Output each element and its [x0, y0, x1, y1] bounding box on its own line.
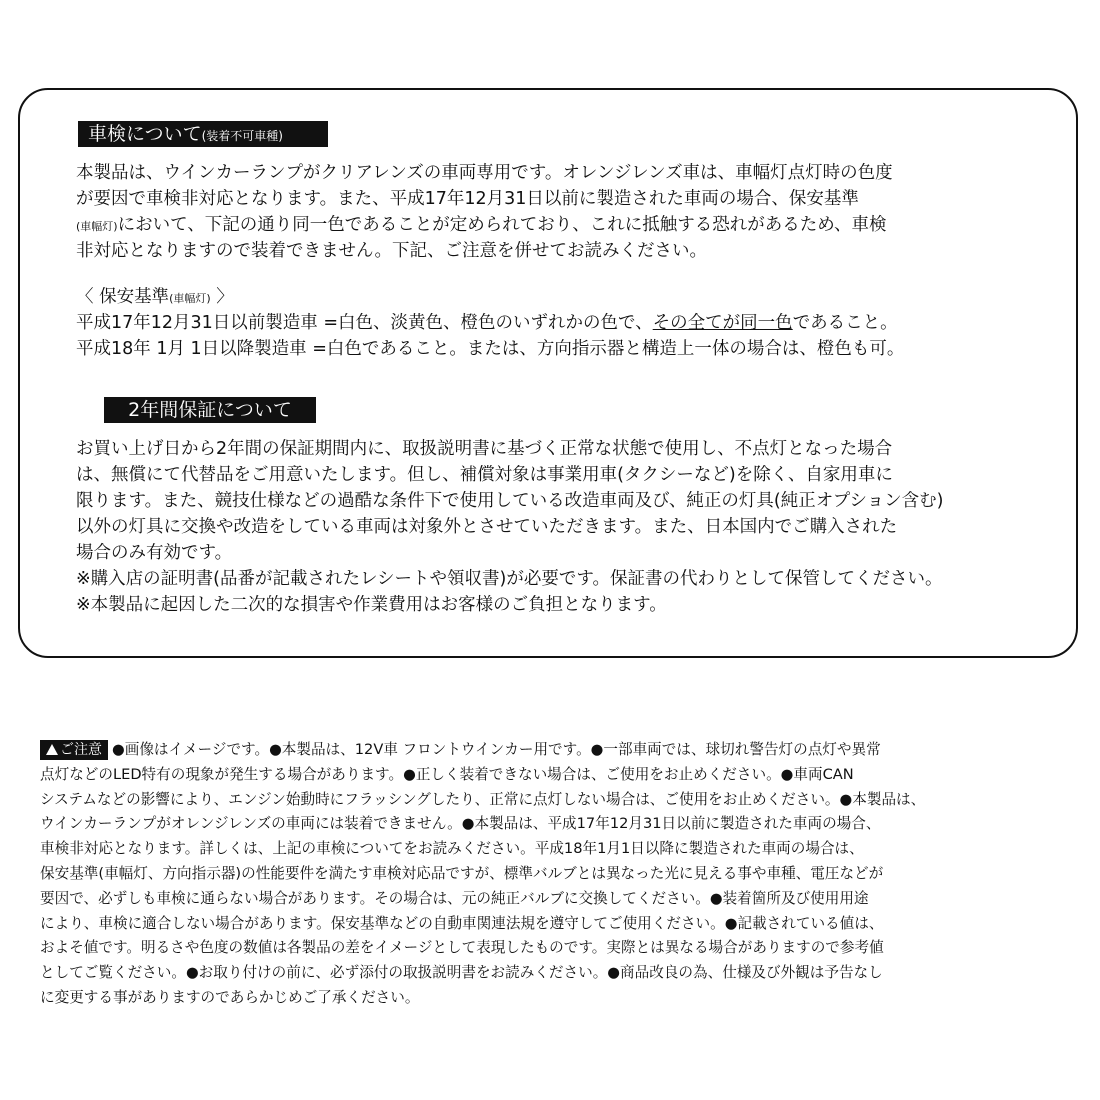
caution-badge [40, 740, 108, 760]
caution-notes [40, 738, 1070, 1011]
inspection-line-prefix: (車幅灯) [76, 220, 118, 233]
inspection-line: が要因で車検非対応となります。また、平成17年12月31日以前に製造された車両の場合、保安基準 [76, 189, 859, 209]
caution-line: およそ値です。明るさや色度の数値は各製品の差をイメージとして表現したものです。実際とは異なる場合がありますので参考値 [40, 939, 884, 957]
inspection-heading [78, 121, 328, 147]
inspection-body [76, 160, 1036, 264]
caution-line: システムなどの影響により、エンジン始動時にフラッシングしたり、正常に点灯しない場合は、ご使用をお止めください。●本製品は、 [40, 790, 926, 808]
caution-badge-text: ご注意 [60, 742, 102, 758]
warranty-line: 限ります。また、競技仕様などの過酷な条件下で使用している改造車両及び、純正の灯具(純正オプション含む) [76, 491, 944, 511]
warning-icon [46, 744, 58, 755]
caution-line: に変更する事がありますのであらかじめご了承ください。 [40, 988, 420, 1006]
safety-standard-title-close: 〉 [210, 287, 234, 307]
inspection-line-text: において、下記の通り同一色であることが定められており、これに抵触する恐れがあるため、車検 [117, 215, 887, 235]
caution-first-line: ●画像はイメージです。●本製品は、12V車 フロントウインカー用です。●一部車両では、球切れ警告灯の点灯や異常 [112, 741, 881, 758]
caution-line: としてご覧ください。●お取り付けの前に、必ず添付の取扱説明書をお読みください。●商品改良の為、仕様及び外観は予告なし [40, 964, 883, 982]
safety-standard [76, 284, 1036, 362]
safety-standard-row-underlined: その全てが同一色 [652, 313, 793, 333]
warranty-heading [104, 397, 316, 423]
caution-line [40, 738, 1070, 763]
inspection-line: 非対応となりますので装着できません。下記、ご注意を併せてお読みください。 [76, 241, 708, 261]
safety-standard-row-a: 平成17年12月31日以前製造車 =白色、淡黄色、橙色のいずれかの色で、 [76, 313, 653, 333]
warranty-line: お買い上げ日から2年間の保証期間内に、取扱説明書に基づく正常な状態で使用し、不点灯となった場合 [76, 439, 893, 459]
inspection-heading-sub: (装着不可車種) [201, 129, 283, 143]
safety-standard-row-b: であること。 [792, 313, 898, 333]
safety-standard-title-text: 〈 保安基準 [76, 287, 170, 307]
caution-line: 要因で、必ずしも車検に通らない場合があります。その場合は、元の純正バルブに交換してください。●装着箇所及び使用用途 [40, 889, 869, 907]
warranty-heading-text: 2年間保証について [128, 399, 292, 421]
inspection-heading-text: 車検について [88, 123, 202, 145]
safety-standard-title-sub: (車幅灯) [169, 292, 211, 305]
inspection-line [76, 212, 1036, 238]
warranty-line: 以外の灯具に交換や改造をしている車両は対象外とさせていただきます。また、日本国内でご購入された [76, 517, 898, 537]
inspection-line: 本製品は、ウインカーランプがクリアレンズの車両専用です。オレンジレンズ車は、車幅灯点灯時の色度 [76, 163, 893, 183]
caution-line: ウインカーランプがオレンジレンズの車両には装着できません。●本製品は、平成17年12月31日以前に製造された車両の場合、 [40, 815, 881, 833]
warranty-line: ※本製品に起因した二次的な損害や作業費用はお客様のご負担となります。 [76, 595, 667, 615]
warranty-line: 場合のみ有効です。 [76, 543, 233, 563]
warranty-line: は、無償にて代替品をご用意いたします。但し、補償対象は事業用車(タクシーなど)を除く、自家用車に [76, 465, 893, 485]
safety-standard-title [76, 284, 1036, 310]
caution-line: により、車検に適合しない場合があります。保安基準などの自動車関連法規を遵守してご使用ください。●記載されている値は、 [40, 914, 884, 932]
caution-line: 車検非対応となります。詳しくは、上記の車検についてをお読みください。平成18年1月1日以降に製造された車両の場合は、 [40, 840, 864, 858]
caution-line: 保安基準(車幅灯、方向指示器)の性能要件を満たす車検対応品ですが、標準バルブとは異なった光に見える事や車種、電圧などが [40, 864, 884, 882]
safety-standard-row: 平成18年 1月 1日以降製造車 =白色であること。または、方向指示器と構造上一体の場合は、橙色も可。 [76, 339, 905, 359]
warranty-line: ※購入店の証明書(品番が記載されたレシートや領収書)が必要です。保証書の代わりとして保管してください。 [76, 569, 943, 589]
safety-standard-row [76, 310, 1036, 336]
caution-line: 点灯などのLED特有の現象が発生する場合があります。●正しく装着できない場合は、ご使用をお止めください。●車両CAN [40, 765, 854, 783]
warranty-body [76, 436, 1036, 618]
